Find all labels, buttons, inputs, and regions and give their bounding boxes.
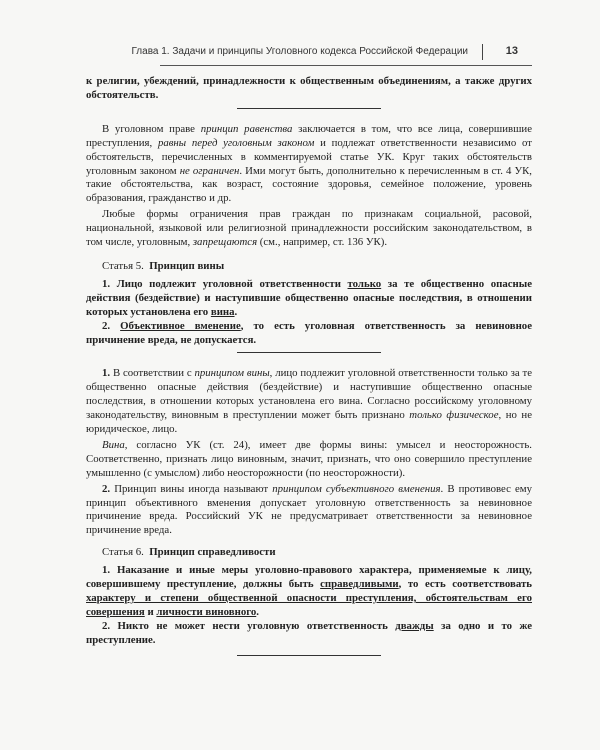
- commentary-paragraph: Вина, согласно УК (ст. 24), имеет две формы вины: умысел и неосторожность. Соответственно, признать лицо виновным, значит, признать, что оно совершило преступление умышленно (с умыслом) либо неосторожности (по неосторожности).: [86, 438, 532, 479]
- article4-tail: к религии, убеждений, принадлежности к общественным объединениям, а также других обстоятельств.: [86, 75, 532, 101]
- divider: [237, 108, 381, 109]
- article-6-part-2: 2. Никто не может нести уголовную ответственность дважды за одно и то же преступление.: [86, 619, 532, 646]
- page-header: [131, 45, 532, 60]
- article-6-part-1: 1. Наказание и иные меры уголовно-правового характера, применяемые к лицу, совершившему преступление, должны быть справедливыми, то есть соответствовать характеру и степени общественной опасности преступления, обстоятельствам его совершения и личности виновного.: [86, 564, 532, 618]
- article-5-part-2: 2. Объективное вменение, то есть уголовная ответственность за невиновное причинение вреда, не допускается.: [86, 319, 532, 346]
- divider: [237, 655, 381, 656]
- article-5-heading: Статья 5. Принцип вины: [102, 259, 225, 272]
- commentary-paragraph: Любые формы ограничения прав граждан по признакам социальной, расовой, национальной, языковой или религиозной принадлежности российским законодательством, в том числе, уголовным, запрещаются (см., например, ст. 136 УК).: [86, 208, 532, 249]
- commentary-paragraph: В уголовном праве принцип равенства заключается в том, что все лица, совершившие преступления, равны перед уголовным законом и подлежат ответственности независимо от обстоятельств, перечисленных в комментируемой статье УК. Круг таких обстоятельств уголовным законом не ограничен. Ими могут быть, дополнительно к перечисленным в ст. 4 УК, такие обстоятельства, как возраст, состояние здоровья, семейное положение, уровень образования, гражданство и др.: [86, 122, 533, 205]
- article-6-heading: Статья 6. Принцип справедливости: [102, 546, 276, 559]
- header-separator: [482, 44, 483, 60]
- commentary-paragraph: 2. Принцип вины иногда называют принципом субъективного вменения. В противовес ему принцип объективного вменения допускает уголовную ответственность за невиновное причинение вреда. Российский УК не предусматривает ответственности за невиновное причинение вреда.: [86, 482, 532, 537]
- article-5-part-1: 1. Лицо подлежит уголовной ответственности только за те общественно опасные действия (бездействие) и наступившие общественно опасные последствия, в отношении которых установлена его вина.: [86, 277, 532, 318]
- header-rule: [160, 65, 532, 66]
- page-number: 13: [505, 45, 518, 57]
- running-title: Глава 1. Задачи и принципы Уголовного кодекса Российской Федерации: [131, 46, 468, 57]
- divider: [237, 352, 381, 353]
- commentary-paragraph: 1. В соответствии с принципом вины, лицо подлежит уголовной ответственности только за те общественно опасные действия (бездействие) и наступившие общественно опасные последствия, в отношении которых установлена его вина. Согласно российскому уголовному законодательству, виновным в преступлении может быть признано только физическое, но не юридическое, лицо.: [86, 367, 532, 436]
- page-body: [86, 75, 532, 656]
